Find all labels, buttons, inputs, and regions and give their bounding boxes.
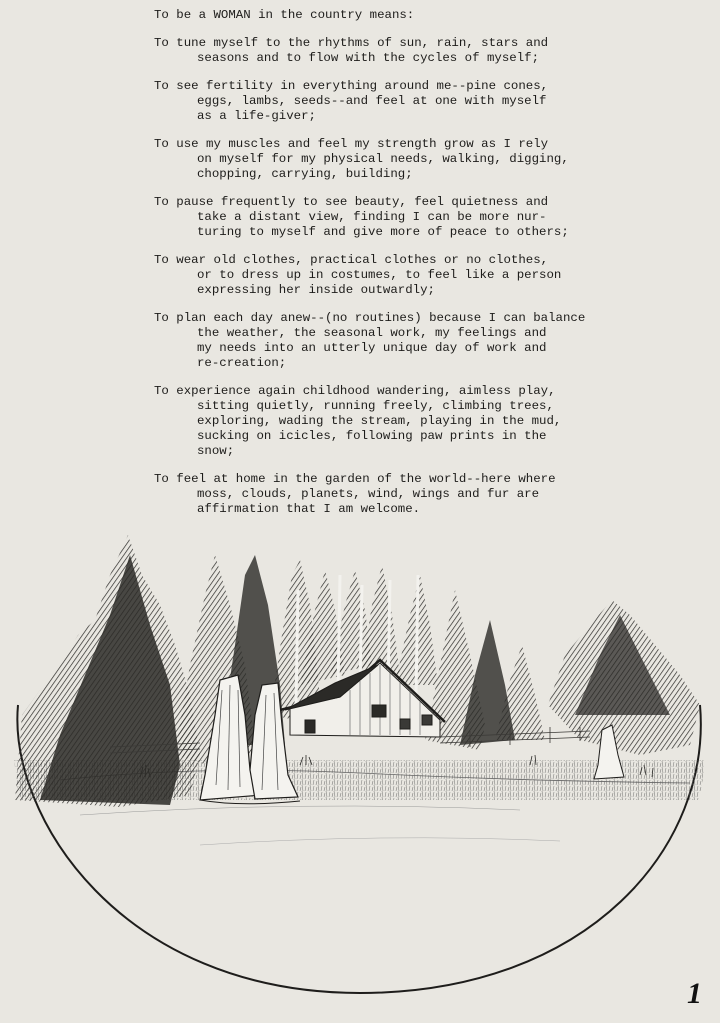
poem-line: To feel at home in the garden of the world--here where	[154, 472, 556, 486]
poem-line: my needs into an utterly unique day of work and	[197, 341, 547, 355]
poem-line: the weather, the seasonal work, my feelings and	[197, 326, 547, 340]
stanza	[154, 195, 624, 240]
poem-line: as a life-giver;	[197, 109, 316, 123]
page-number: 1	[687, 977, 702, 1010]
stanza	[154, 253, 624, 298]
poem-line: To tune myself to the rhythms of sun, rain, stars and	[154, 36, 549, 50]
poem-line: exploring, wading the stream, playing in the mud,	[197, 414, 562, 428]
poem-line: To wear old clothes, practical clothes or no clothes,	[154, 253, 549, 267]
poem-line: sitting quietly, running freely, climbing trees,	[197, 399, 554, 413]
poem-line: eggs, lambs, seeds--and feel at one with myself	[197, 94, 547, 108]
poem-line: or to dress up in costumes, to feel like a person	[197, 268, 562, 282]
poem-line: To experience again childhood wandering, aimless play,	[154, 384, 556, 398]
poem-line: take a distant view, finding I can be more nur-	[197, 210, 547, 224]
stanza	[154, 137, 624, 182]
poem	[154, 8, 624, 530]
stanza	[154, 79, 624, 124]
poem-line: re-creation;	[197, 356, 287, 370]
poem-line: snow;	[197, 444, 235, 458]
stanza	[154, 384, 624, 459]
poem-line: sucking on icicles, following paw prints in the	[197, 429, 547, 443]
stanza	[154, 311, 624, 371]
poem-line: To use my muscles and feel my strength grow as I rely	[154, 137, 549, 151]
poem-line: seasons and to flow with the cycles of myself;	[197, 51, 540, 65]
poem-line: turing to myself and give more of peace to others;	[197, 225, 569, 239]
poem-line: To plan each day anew--(no routines) because I can balance	[154, 311, 586, 325]
poem-line: on myself for my physical needs, walking, digging,	[197, 152, 569, 166]
poem-line: To see fertility in everything around me--pine cones,	[154, 79, 549, 93]
stanza	[154, 36, 624, 66]
poem-line: moss, clouds, planets, wind, wings and fur are	[197, 487, 540, 501]
poem-line: To pause frequently to see beauty, feel quietness and	[154, 195, 549, 209]
farm-illustration	[0, 515, 720, 1005]
poem-line: affirmation that I am welcome.	[197, 502, 421, 516]
poem-intro: To be a WOMAN in the country means:	[154, 8, 415, 22]
poem-line: expressing her inside outwardly;	[197, 283, 435, 297]
poem-line: chopping, carrying, building;	[197, 167, 413, 181]
stanza	[154, 472, 624, 517]
